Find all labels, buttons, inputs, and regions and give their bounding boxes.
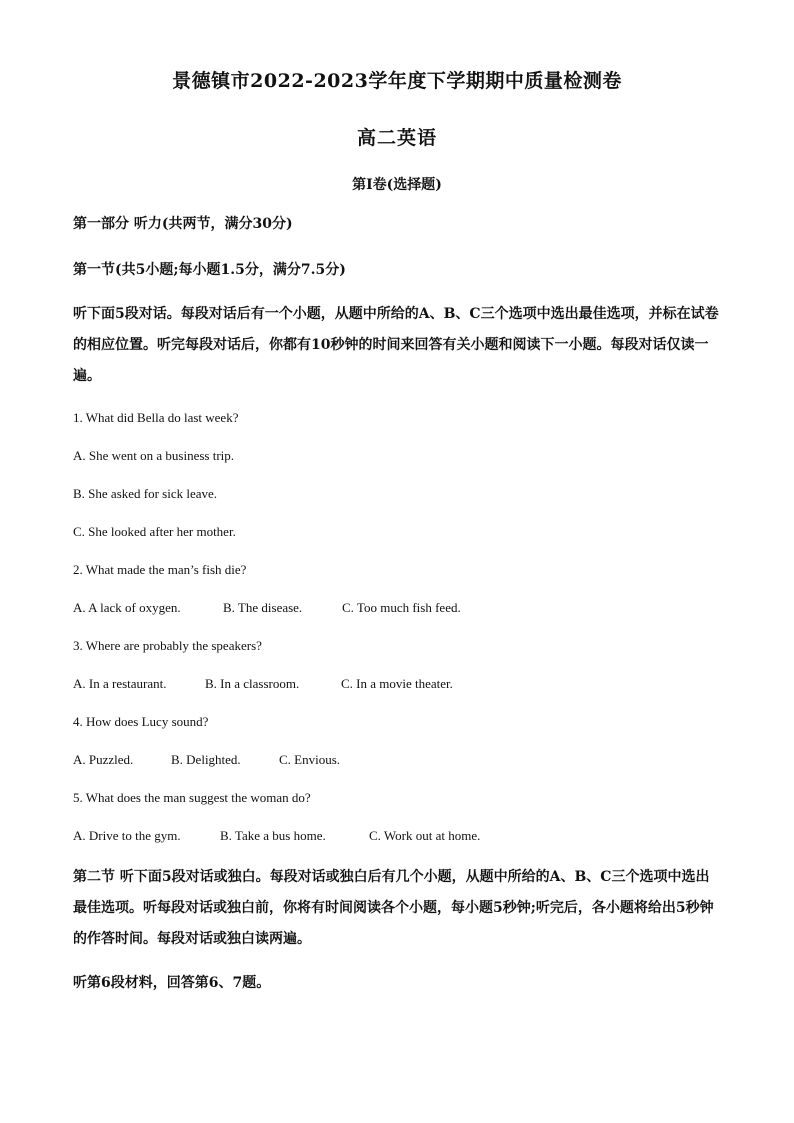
question-4-option-a: A. Puzzled.: [73, 752, 134, 767]
question-4-option-c: C. Envious.: [279, 752, 341, 767]
question-2-option-b: B. The disease.: [223, 600, 303, 615]
question-2-stem: 2. What made the man’s fish die?: [73, 562, 247, 577]
question-3-option-c: C. In a movie theater.: [341, 676, 453, 691]
question-2-option-a: A. A lack of oxygen.: [73, 600, 181, 615]
part1-heading: 第一部分 听力(共两节，满分30分): [73, 216, 293, 232]
question-5-option-b: B. Take a bus home.: [220, 828, 326, 843]
question-5-options: [73, 826, 480, 846]
question-5-option-a: A. Drive to the gym.: [73, 828, 181, 843]
section1-heading: 第一节(共5小题;每小题1.5分，满分7.5分): [73, 262, 346, 278]
section2-instructions: 第二节 听下面5段对话或独白。每段对话或独白后有几个小题，从题中所给的A、B、C三个选项中选出最佳选项。听每段对话或独白前，你将有时间阅读各个小题，每小题5秒钟;听完后，各小题将给出5秒钟的作答时间。每段对话或独白读两遍。: [73, 869, 714, 947]
question-3-option-a: A. In a restaurant.: [73, 676, 167, 691]
question-1-option-b: B. She asked for sick leave.: [73, 486, 218, 501]
question-4-option-b: B. Delighted.: [171, 752, 241, 767]
question-4-options: [73, 750, 340, 770]
question-1-stem: 1. What did Bella do last week?: [73, 410, 239, 425]
volume-heading: 第Ⅰ卷(选择题): [352, 177, 442, 193]
question-5-stem: 5. What does the man suggest the woman do?: [73, 790, 311, 805]
question-4-stem: 4. How does Lucy sound?: [73, 714, 209, 729]
question-5-option-c: C. Work out at home.: [369, 828, 481, 843]
question-3-stem: 3. Where are probably the speakers?: [73, 638, 262, 653]
question-2-options: [73, 598, 461, 618]
question-3-options: [73, 674, 453, 694]
exam-subject: 高二英语: [356, 127, 437, 149]
question-2-option-c: C. Too much fish feed.: [342, 600, 461, 615]
question-1-option-a: A. She went on a business trip.: [73, 448, 235, 463]
exam-title: 景德镇市2022-2023学年度下学期期中质量检测卷: [172, 70, 622, 92]
material-6-note: 听第6段材料，回答第6、7题。: [73, 975, 271, 991]
question-1-option-c: C. She looked after her mother.: [73, 524, 236, 539]
section1-instructions: 听下面5段对话。每段对话后有一个小题，从题中所给的A、B、C三个选项中选出最佳选项，并标在试卷的相应位置。听完每段对话后，你都有10秒钟的时间来回答有关小题和阅读下一小题。每段对话仅读一遍。: [73, 306, 719, 384]
question-3-option-b: B. In a classroom.: [205, 676, 300, 691]
